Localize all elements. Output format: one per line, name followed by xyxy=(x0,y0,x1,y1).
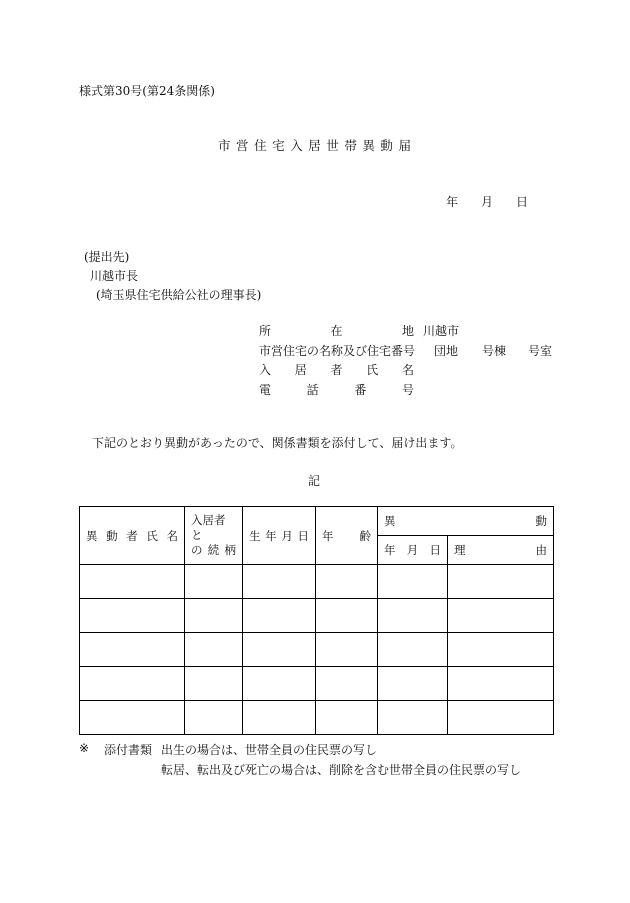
addressee-label: (提出先) xyxy=(84,250,130,264)
cell-relation[interactable] xyxy=(185,701,243,735)
cell-change-reason[interactable] xyxy=(448,565,554,599)
col-header-name: 異 動 者 氏 名 xyxy=(80,507,185,565)
table-row xyxy=(80,565,554,599)
cell-birthdate[interactable] xyxy=(243,633,316,667)
date-month-label: 月 xyxy=(481,195,494,209)
housing-goushitsu: 号室 xyxy=(528,344,553,358)
cell-age[interactable] xyxy=(316,565,378,599)
cell-age[interactable] xyxy=(316,701,378,735)
cell-name[interactable] xyxy=(80,633,185,667)
phone-label: 電 話 番 号 xyxy=(259,383,414,397)
col-header-age: 年 齢 xyxy=(316,507,378,565)
cell-birthdate[interactable] xyxy=(243,565,316,599)
table-row xyxy=(80,667,554,701)
resident-name-label: 入 居 者 氏 名 xyxy=(259,363,414,377)
housing-goutou: 号棟 xyxy=(482,344,507,358)
cell-name[interactable] xyxy=(80,667,185,701)
col-header-change: 異 動 xyxy=(378,507,554,536)
subheader-reason: 理 由 xyxy=(448,536,554,565)
address-value: 川越市 xyxy=(423,324,460,338)
cell-relation[interactable] xyxy=(185,565,243,599)
cell-change-date[interactable] xyxy=(378,565,448,599)
cell-change-date[interactable] xyxy=(378,599,448,633)
table-row xyxy=(80,633,554,667)
cell-birthdate[interactable] xyxy=(243,667,316,701)
cell-relation[interactable] xyxy=(185,667,243,701)
note-line-2: 転居、転出及び死亡の場合は、削除を含む世帯全員の住民票の写し xyxy=(161,763,522,777)
note-label: 添付書類 xyxy=(104,743,153,757)
cell-change-reason[interactable] xyxy=(448,667,554,701)
addressee-mayor: 川越市長 xyxy=(90,269,139,283)
housing-danchi: 団地 xyxy=(434,344,459,358)
cell-change-date[interactable] xyxy=(378,667,448,701)
cell-change-reason[interactable] xyxy=(448,701,554,735)
addressee-corp: (埼玉県住宅供給公社の理事長) xyxy=(96,288,262,302)
date-day-label: 日 xyxy=(516,195,529,209)
cell-change-reason[interactable] xyxy=(448,633,554,667)
document-title: 市 営 住 宅 入 居 世 帯 異 動 届 xyxy=(218,138,411,153)
ki-heading: 記 xyxy=(308,474,321,488)
form-number: 様式第30号(第24条関係) xyxy=(79,84,215,98)
table-row xyxy=(80,701,554,735)
col-header-relation: 入居者と の 続 柄 xyxy=(185,507,243,565)
cell-name[interactable] xyxy=(80,565,185,599)
cell-age[interactable] xyxy=(316,633,378,667)
cell-change-date[interactable] xyxy=(378,701,448,735)
cell-age[interactable] xyxy=(316,599,378,633)
table-row xyxy=(80,599,554,633)
change-table xyxy=(79,506,554,735)
col-header-birthdate: 生 年 月 日 xyxy=(243,507,316,565)
cell-change-reason[interactable] xyxy=(448,599,554,633)
cell-birthdate[interactable] xyxy=(243,701,316,735)
cell-change-date[interactable] xyxy=(378,633,448,667)
cell-name[interactable] xyxy=(80,599,185,633)
cell-relation[interactable] xyxy=(185,633,243,667)
cell-birthdate[interactable] xyxy=(243,599,316,633)
note-mark: ※ xyxy=(79,741,90,755)
note-line-1: 出生の場合は、世帯全員の住民票の写し xyxy=(161,743,378,757)
housing-label: 市営住宅の名称及び住宅番号 xyxy=(259,344,416,358)
subheader-date: 年 月 日 xyxy=(378,536,448,565)
address-label: 所 在 地 xyxy=(259,324,414,338)
body-text: 下記のとおり異動があったので、関係書類を添付して、届け出ます。 xyxy=(92,436,463,450)
cell-age[interactable] xyxy=(316,667,378,701)
cell-relation[interactable] xyxy=(185,599,243,633)
cell-name[interactable] xyxy=(80,701,185,735)
date-year-label: 年 xyxy=(446,195,459,209)
